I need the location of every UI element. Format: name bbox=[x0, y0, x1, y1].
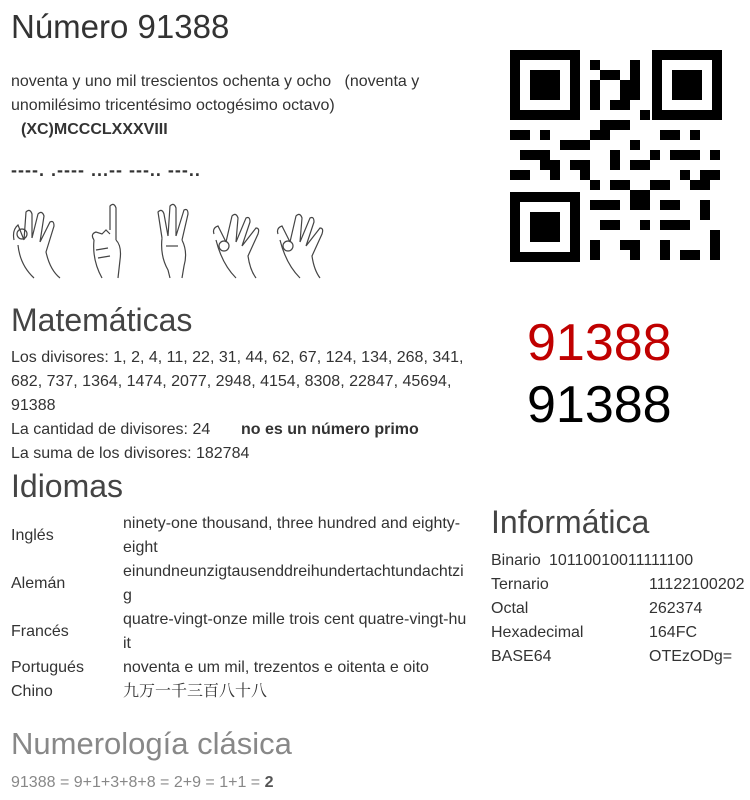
info-value: 10110010011111100 bbox=[549, 552, 694, 569]
divisor-sum bbox=[11, 442, 249, 466]
info-key: BASE64 bbox=[491, 648, 552, 665]
language-row bbox=[11, 656, 468, 680]
number-in-words bbox=[11, 70, 481, 142]
hand-sign-8-icon bbox=[214, 214, 259, 278]
language-row bbox=[11, 608, 468, 656]
info-key: Binario bbox=[491, 552, 541, 569]
divisors-label: Los divisores: bbox=[11, 349, 109, 366]
morse-code: ----. .---- ...-- ---.. ---.. bbox=[11, 160, 201, 180]
info-row bbox=[491, 549, 745, 573]
languages-heading: Idiomas bbox=[11, 468, 124, 504]
divisors-list: 1, 2, 4, 11, 22, 31, 44, 62, 67, 124, 134, 268, 341, 682, 737, 1364, 1474, 2077, 2948, 4154, 8308, 22847, 45694, 91388 bbox=[11, 349, 464, 414]
numerology-result: 2 bbox=[264, 774, 274, 791]
language-name: Francés bbox=[11, 623, 69, 640]
language-value: noventa e um mil, trezentos e oitenta e oito bbox=[123, 659, 429, 676]
info-row bbox=[491, 621, 745, 645]
divisors bbox=[11, 346, 476, 418]
language-row bbox=[11, 512, 468, 560]
language-value: einundneunzigtausenddreihundertachtundachtzig bbox=[123, 563, 464, 604]
info-key: Octal bbox=[491, 600, 529, 617]
language-name: Inglés bbox=[11, 527, 54, 544]
ordinal-es: (noventa y unomilésimo tricentésimo octogésimo octavo) bbox=[11, 73, 420, 114]
language-name: Portugués bbox=[11, 659, 84, 676]
info-value: 11122100202 bbox=[649, 576, 745, 593]
big-number-red: 91388 bbox=[527, 314, 672, 372]
language-row bbox=[11, 560, 468, 608]
divisor-count bbox=[11, 418, 210, 442]
hand-sign-3-icon bbox=[158, 204, 188, 278]
languages-table bbox=[11, 512, 468, 704]
language-name: Alemán bbox=[11, 575, 66, 592]
info-heading: Informática bbox=[491, 504, 650, 540]
count-value: 24 bbox=[192, 421, 211, 438]
roman-numeral: (XC)MCCCLXXXVIII bbox=[21, 121, 168, 138]
hand-sign-9-icon bbox=[14, 210, 61, 278]
hand-sign-1-icon bbox=[92, 204, 120, 278]
language-value: ninety-one thousand, three hundred and eighty-eight bbox=[123, 515, 461, 556]
info-key: Hexadecimal bbox=[491, 624, 584, 641]
sum-value: 182784 bbox=[195, 445, 250, 462]
words-es: noventa y uno mil trescientos ochenta y ocho bbox=[11, 73, 332, 90]
language-value: 九万一千三百八十八 bbox=[123, 683, 268, 700]
formula-text: 91388 = 9+1+3+8+8 = 2+9 = 1+1 = bbox=[11, 774, 261, 791]
big-number-black: 91388 bbox=[527, 376, 672, 434]
math-heading: Matemáticas bbox=[11, 302, 193, 338]
info-value: 164FC bbox=[649, 624, 698, 641]
language-name: Chino bbox=[11, 683, 53, 700]
language-row bbox=[11, 680, 468, 704]
numerology-formula bbox=[11, 771, 274, 795]
count-label: La cantidad de divisores: bbox=[11, 421, 188, 438]
qr-code-icon bbox=[510, 50, 722, 262]
hand-sign-8-icon bbox=[278, 214, 323, 278]
info-value: 262374 bbox=[649, 600, 703, 617]
info-row bbox=[491, 645, 745, 669]
info-value: OTEzODg= bbox=[649, 648, 733, 665]
prime-status: no es un número primo bbox=[241, 421, 419, 438]
numerology-heading: Numerología clásica bbox=[11, 726, 292, 761]
language-value: quatre-vingt-onze mille trois cent quatre-vingt-huit bbox=[123, 611, 467, 652]
info-row bbox=[491, 597, 745, 621]
info-table bbox=[491, 549, 745, 669]
info-key: Ternario bbox=[491, 576, 549, 593]
sum-label: La suma de los divisores: bbox=[11, 445, 192, 462]
page-title: Número 91388 bbox=[11, 8, 230, 45]
info-row bbox=[491, 573, 745, 597]
sign-language-hands bbox=[10, 200, 335, 282]
